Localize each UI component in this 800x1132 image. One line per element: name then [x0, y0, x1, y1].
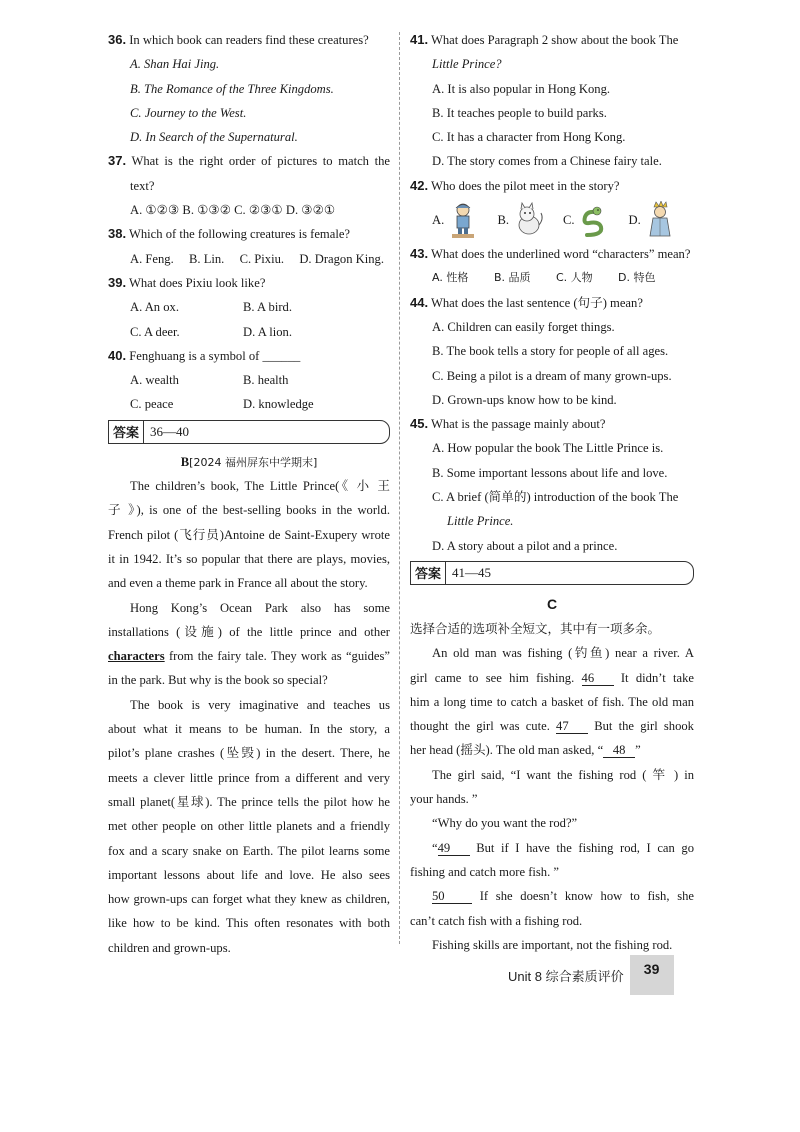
q39-option-c: C. A deer.: [130, 324, 180, 339]
blank-49[interactable]: 49: [438, 841, 470, 856]
q36-option-c: C. Journey to the West.: [130, 105, 247, 120]
q36-option-d: D. In Search of the Supernatural.: [130, 130, 298, 145]
q44-option-a: A. Children can easily forget things.: [432, 319, 615, 334]
p3-line8: important lessons about life and love. He also sees: [108, 867, 390, 882]
story-line7: your hands. ”: [410, 792, 478, 807]
p3-line2: about what it means to be human. In the story, a: [108, 722, 390, 737]
q42-option-b: B.: [498, 201, 564, 239]
question-43: 43. What does the underlined word “characters” mean?: [410, 246, 691, 262]
q37-option-d: D. ③②①: [285, 203, 336, 218]
little-prince-icon: [643, 201, 677, 239]
blank-48[interactable]: 48: [603, 743, 635, 758]
p3-line3: pilot’s plane crashes (坠毁) in the desert. There, he: [108, 746, 390, 761]
question-37: 37. What is the right order of pictures to match the: [108, 153, 390, 169]
question-40: 40. Fenghuang is a symbol of ______: [108, 347, 301, 363]
q42-options: [410, 198, 694, 242]
story-line2: girl came to see him fishing. 46 It didn’t take: [410, 670, 694, 685]
q41-option-d: D. The story comes from a Chinese fairy tale.: [432, 154, 662, 169]
story-line4: thought the girl was cute. 47 But the girl shook: [410, 719, 694, 734]
answer-tag: 答案: [109, 421, 144, 443]
story-line6: The girl said, “I want the fishing rod ( 竿 ) in: [432, 767, 694, 782]
q42-option-a: A.: [432, 201, 498, 239]
q42-option-c: C.: [563, 201, 629, 239]
page-footer: [508, 955, 674, 995]
answer-range: 41—45: [452, 564, 492, 580]
page-number: 39: [630, 955, 674, 995]
p3-line10: like how to be kind. This often resonates with both: [108, 916, 390, 931]
q40-options-row2: [108, 392, 390, 416]
section-b-heading: [108, 450, 390, 474]
story-line10: fishing and catch more fish. ”: [410, 864, 559, 879]
p2-line4: in the park. But why is the book so special?: [108, 673, 328, 688]
story-line12: can’t catch fish with a fishing rod.: [410, 913, 583, 928]
p2-line2: installations (设施) of the little prince and other: [108, 624, 390, 639]
q44-option-b: B. The book tells a story for people of all ages.: [432, 344, 669, 359]
q44-option-d: D. Grown-ups know how to be kind.: [432, 392, 617, 407]
q45-option-c: C. A brief (简单的) introduction of the book The: [432, 490, 679, 505]
q36-option-b: B. The Romance of the Three Kingdoms.: [130, 81, 334, 96]
question-36: 36. In which book can readers find these creatures?: [108, 32, 369, 47]
q44-option-c: C. Being a pilot is a dream of many grown-ups.: [432, 368, 672, 383]
q43-option-d: D. 特色: [618, 271, 656, 285]
q40-options-row1: [108, 368, 390, 392]
p3-line7: fox and a scary snake on Earth. The pilot learns some: [108, 843, 390, 858]
q39-options-row2: [108, 320, 390, 344]
column-divider: [399, 32, 400, 944]
p1-line2: 子 》), is one of the best-selling books in the world.: [108, 503, 390, 518]
story-line1: An old man was fishing (钓鱼) near a river. A: [432, 646, 694, 661]
q38-option-a: A. Feng.: [130, 251, 174, 266]
q37-options: [108, 198, 390, 222]
q41-option-c: C. It has a character from Hong Kong.: [432, 130, 626, 145]
section-b-source: [2024 福州屏东中学期末]: [189, 455, 318, 469]
q45-option-d: D. A story about a pilot and a prince.: [432, 538, 618, 553]
cat-icon: [511, 201, 545, 239]
p1-line5: and even a theme park in France all about the story.: [108, 576, 368, 591]
q42-option-d: D.: [629, 201, 695, 239]
left-column: [108, 28, 390, 960]
answer-tag: 答案: [411, 562, 446, 584]
question-41: 41. What does Paragraph 2 show about the book The: [410, 32, 679, 47]
story-line13: Fishing skills are important, not the fishing rod.: [432, 937, 673, 952]
question-39: 39. What does Pixiu look like?: [108, 274, 266, 290]
question-42: 42. Who does the pilot meet in the story?: [410, 177, 620, 193]
q40-option-d: D. knowledge: [243, 397, 314, 412]
pilot-figure-icon: [446, 201, 480, 239]
q45-option-a: A. How popular the book The Little Prince is.: [432, 441, 664, 456]
q38-options: [108, 247, 390, 271]
p3-line1: The book is very imaginative and teaches us: [130, 697, 390, 712]
q38-option-d: D. Dragon King.: [299, 251, 384, 266]
q43-option-c: C. 人物: [556, 271, 593, 285]
blank-46[interactable]: 46: [582, 671, 614, 686]
q40-option-c: C. peace: [130, 397, 174, 412]
p3-line5: small planet(星球). The prince tells the pilot how he: [108, 794, 390, 809]
q37-option-c: C. ②③①: [234, 203, 283, 218]
story-line9: “49 But if I have the fishing rod, I can go: [432, 840, 694, 855]
q39-option-b: B. A bird.: [243, 300, 292, 315]
section-c-instruction: 选择合适的选项补全短文，其中有一项多余。: [410, 620, 661, 636]
q45-option-b: B. Some important lessons about life and love.: [432, 465, 668, 480]
story-line11: 50 If she doesn’t know how to fish, she: [432, 889, 694, 904]
unit-label: Unit 8 综合素质评价: [508, 968, 624, 984]
blank-47[interactable]: 47: [556, 719, 588, 734]
story-line3: him a long time to catch a basket of fish. The old man: [410, 694, 694, 709]
q37-option-b: B. ①③②: [182, 203, 231, 218]
p1-line4: it in 1942. It’s so popular that there are plays, movies,: [108, 551, 390, 566]
question-41-cont: Little Prince?: [432, 57, 502, 72]
section-c-heading: C: [546, 595, 558, 612]
question-37-cont: text?: [130, 178, 155, 193]
p3-line6: met other people on other little planets and a friendly: [108, 819, 390, 834]
q41-option-a: A. It is also popular in Hong Kong.: [432, 81, 611, 96]
blank-50[interactable]: 50: [432, 889, 472, 904]
right-column: [410, 28, 694, 957]
p2-line1: Hong Kong’s Ocean Park also has some: [130, 600, 390, 615]
q39-option-a: A. An ox.: [130, 300, 179, 315]
q36-option-a: A. Shan Hai Jing.: [130, 57, 220, 72]
snake-icon: [577, 201, 611, 239]
answer-box-41-45: [410, 561, 694, 585]
story-line5: her head (摇头). The old man asked, “ 48 ”: [410, 743, 641, 758]
answer-range: 36—40: [150, 423, 190, 439]
q37-option-a: A. ①②③: [130, 203, 180, 218]
q43-option-a: A. 性格: [432, 271, 469, 285]
p2-line3: characters from the fairy tale. They work as “guides”: [108, 649, 390, 664]
question-45: 45. What is the passage mainly about?: [410, 416, 606, 432]
q38-option-b: B. Lin.: [189, 251, 225, 266]
question-44: 44. What does the last sentence (句子) mean?: [410, 294, 643, 310]
p1-line3: French pilot (飞行员)Antoine de Saint-Exupery wrote: [108, 527, 390, 542]
p3-line9: how grown-ups can forget what they knew as children,: [108, 892, 390, 907]
q43-options: [410, 266, 694, 290]
p3-line4: meets a clever little prince from a different and very: [108, 770, 390, 785]
story-line8: “Why do you want the rod?”: [432, 816, 578, 831]
q40-option-b: B. health: [243, 373, 289, 388]
p1-line1: The children’s book, The Little Prince(《 小 王: [130, 479, 390, 494]
q39-option-d: D. A lion.: [243, 324, 292, 339]
q39-options-row1: [108, 295, 390, 319]
p3-line11: children and grown-ups.: [108, 940, 231, 955]
q41-option-b: B. It teaches people to build parks.: [432, 105, 607, 120]
section-b-letter: B: [180, 454, 190, 469]
q45-option-c-cont: Little Prince.: [447, 514, 514, 529]
answer-box-36-40: [108, 420, 390, 444]
q40-option-a: A. wealth: [130, 373, 179, 388]
question-38: 38. Which of the following creatures is female?: [108, 226, 350, 242]
q43-option-b: B. 品质: [494, 271, 531, 285]
q38-option-c: C. Pixiu.: [239, 251, 285, 266]
underlined-characters: characters: [108, 649, 165, 664]
